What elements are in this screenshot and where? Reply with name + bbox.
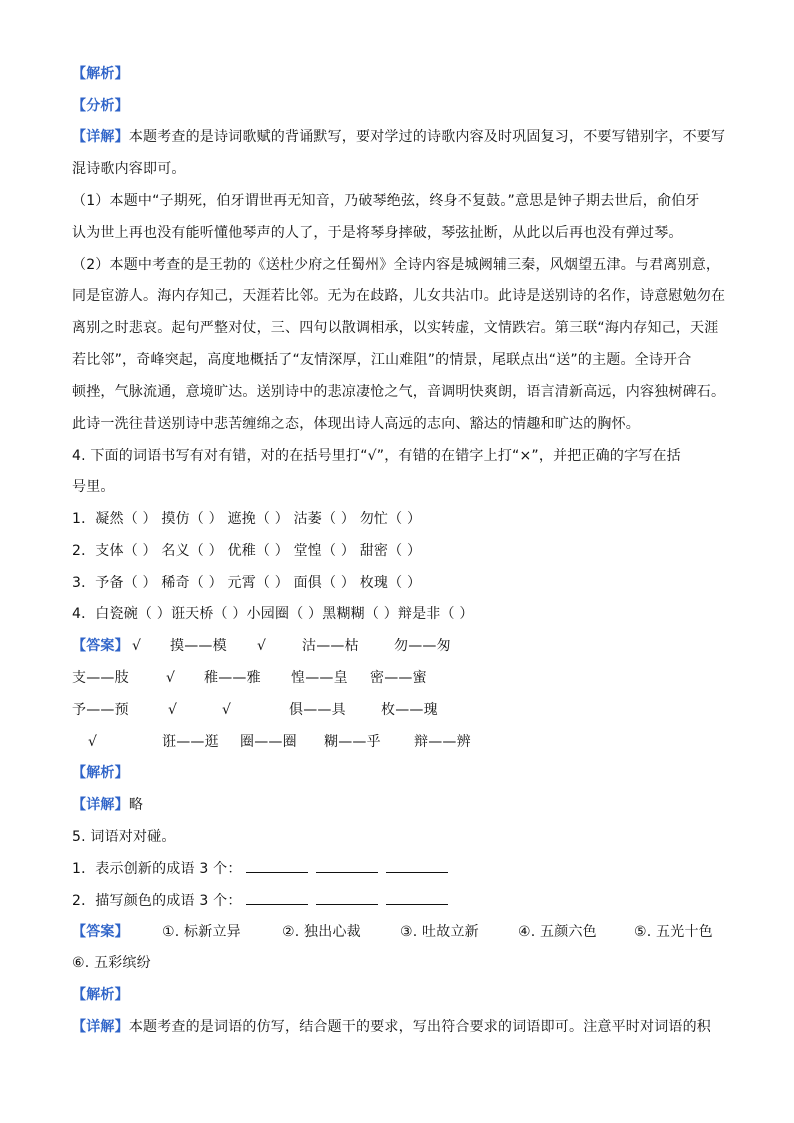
q4-ans-1-3: √ [257, 638, 267, 654]
q5-blank-2-1[interactable] [246, 890, 308, 905]
q5-blank-1-2[interactable] [316, 858, 378, 873]
q4-detail: 【详解】略 [72, 797, 144, 813]
q5-tag-jiexi: 【解析】 [72, 987, 129, 1003]
q4-ans-2-5: 密——蜜 [370, 670, 427, 686]
q4-ans-4-5: 辩——辨 [414, 734, 471, 750]
analysis-intro-line-1: 【详解】本题考查的是诗词歌赋的背诵默写，要对学过的诗歌内容及时巩固复习，不要写错别字，不要写 [72, 129, 726, 145]
q4-stem-line-1: 4. 下面的词语书写有对有错，对的在括号里打“√”，有错的在错字上打“×”，并把正确的字写在括 [72, 448, 681, 464]
q4-ans-3-1: 予——预 [72, 702, 129, 718]
q4-ans-1-5: 勿——匆 [394, 638, 451, 654]
q4-ans-4-2: 诳——逛 [162, 734, 219, 750]
q5-row-1: 1．表示创新的成语 3 个： [72, 858, 456, 879]
q5-ans-3: ③. 吐故立新 [400, 924, 479, 940]
q4-ans-4-3: 圈——圈 [240, 734, 297, 750]
analysis-intro-line-2: 混诗歌内容即可。 [72, 161, 186, 177]
q5-detail: 【详解】本题考查的是词语的仿写，结合题干的要求，写出符合要求的词语即可。注意平时对词语的积 [72, 1019, 712, 1035]
q4-ans-2-3: 稚——雅 [204, 670, 261, 686]
q4-ans-3-2: √ [168, 702, 178, 718]
q4-ans-2-4: 惶——皇 [291, 670, 348, 686]
analysis-p2-line-2: 同是宦游人。海内存知己，天涯若比邻。无为在歧路，儿女共沾巾。此诗是送别诗的名作，诗意慰勉勿在 [72, 288, 726, 304]
analysis-p1-line-2: 认为世上再也没有能听懂他琴声的人了，于是将琴身摔破，琴弦扯断，从此以后再也没有弹过琴。 [72, 225, 683, 241]
q4-ans-2-1: 支——肢 [72, 670, 129, 686]
q4-row-1: 1．凝然（ ） 摸仿（ ） 遮挽（ ） 沽萎（ ） 勿忙（ ） [72, 511, 422, 527]
section-tag-fenxi: 【分析】 [72, 98, 129, 114]
q5-ans-1: ①. 标新立异 [162, 924, 241, 940]
analysis-p2-line-6: 此诗一洗往昔送别诗中悲苦缠绵之态，体现出诗人高远的志向、豁达的情趣和旷达的胸怀。 [72, 416, 640, 432]
q5-ans-2: ②. 独出心裁 [282, 924, 361, 940]
q4-row-2: 2．支体（ ） 名义（ ） 优稚（ ） 堂惶（ ） 甜密（ ） [72, 543, 422, 559]
q4-ans-3-5: 枚——瑰 [381, 702, 438, 718]
analysis-p2-line-1: （2）本题中考查的是王勃的《送杜少府之任蜀州》全诗内容是城阙辅三秦，风烟望五津。与君离别意， [72, 257, 721, 273]
section-tag-jiexi: 【解析】 [72, 66, 129, 82]
analysis-p2-line-5: 顿挫，气脉流通，意境旷达。送别诗中的悲凉凄怆之气，音调明快爽朗，语言清新高远，内容独树碑石。 [72, 384, 726, 400]
q5-ans-4: ④. 五颜六色 [518, 924, 597, 940]
q4-ans-1-4: 沽——枯 [302, 638, 359, 654]
q4-ans-3-4: 俱——具 [289, 702, 346, 718]
q4-ans-3-3: √ [222, 702, 232, 718]
q4-row-3: 3．予备（ ） 稀奇（ ） 元霄（ ） 面俱（ ） 枚瑰（ ） [72, 575, 422, 591]
q5-blank-2-2[interactable] [316, 890, 378, 905]
analysis-p1-line-1: （1）本题中“子期死，伯牙谓世再无知音，乃破琴绝弦，终身不复鼓。”意思是钟子期去世后，俞伯牙 [72, 193, 700, 209]
q4-row-4: 4．白瓷碗（ ）诳天桥（ ）小园圈（ ）黑糊糊（ ）辩是非（ ） [72, 606, 474, 622]
q5-ans-5: ⑤. 五光十色 [634, 924, 713, 940]
q4-ans-4-1: √ [88, 734, 98, 750]
q5-answer-row-2: ⑥. 五彩缤纷 [72, 955, 151, 971]
analysis-p2-line-4: 若比邻”，奇峰突起，高度地概括了“友情深厚，江山难阻”的情景，尾联点出“送”的主题。全诗开合 [72, 352, 692, 368]
q5-blank-2-3[interactable] [386, 890, 448, 905]
q4-answer-row-1: 【答案】 √ 摸——模 √ 沽——枯 勿——匆 [72, 638, 451, 654]
q5-stem: 5. 词语对对碰。 [72, 829, 176, 845]
q4-ans-2-2: √ [166, 670, 176, 686]
analysis-p2-line-3: 离别之时悲哀。起句严整对仗，三、四句以散调相承，以实转虚，文情跌宕。第三联“海内存知己，天涯 [72, 320, 719, 336]
q4-ans-1-2: 摸——模 [170, 638, 227, 654]
q5-blank-1-3[interactable] [386, 858, 448, 873]
q4-ans-4-4: 糊——乎 [324, 734, 381, 750]
q5-row-2: 2．描写颜色的成语 3 个： [72, 890, 456, 911]
q5-answer-row: 【答案】 ①. 标新立异 ②. 独出心裁 ③. 吐故立新 ④. 五颜六色 ⑤. 五光十色 [72, 924, 713, 940]
q4-tag-jiexi: 【解析】 [72, 765, 129, 781]
q4-ans-1-1: √ [132, 638, 142, 654]
q5-blank-1-1[interactable] [246, 858, 308, 873]
q4-stem-line-2: 号里。 [72, 479, 115, 495]
